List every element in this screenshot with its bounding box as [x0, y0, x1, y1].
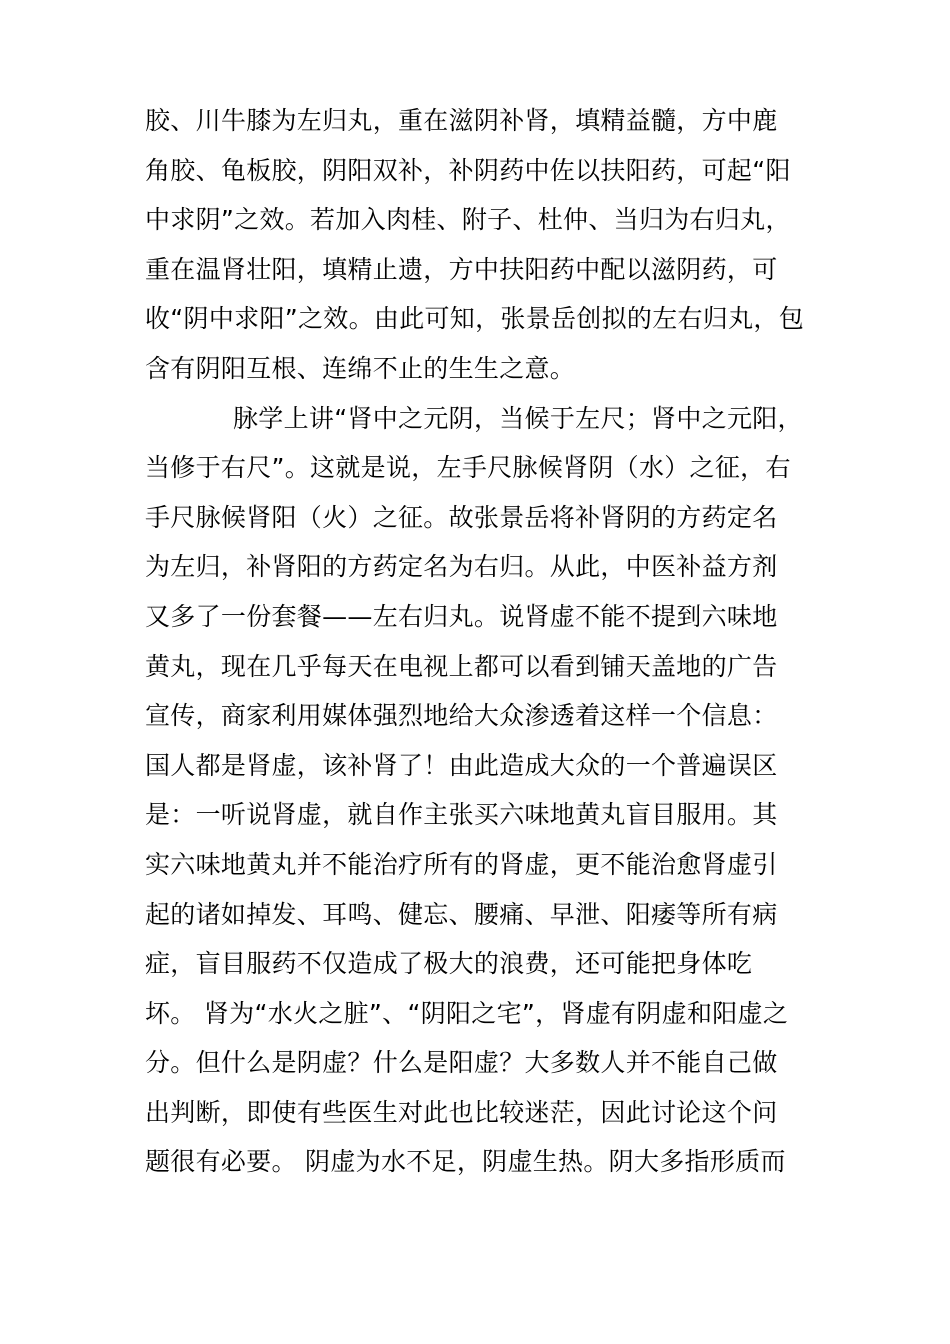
text-line: 为左归，补肾阳的方药定名为右归。从此，中医补益方剂 — [145, 552, 778, 582]
text-line: 分。但什么是阴虚？什么是阳虚？大多数人并不能自己做 — [145, 1048, 778, 1078]
text-line: 胶、川牛膝为左归丸，重在滋阴补肾，填精益髓，方中鹿 — [145, 106, 778, 135]
text-line: 重在温肾壮阳，填精止遗，方中扶阳药中配以滋阴药，可 — [145, 254, 778, 284]
text-line: 起的诸如掉发、耳鸣、健忘、腰痛、早泄、阳痿等所有病 — [145, 899, 778, 929]
text-line: 题很有必要。 阴虚为水不足，阴虚生热。阴大多指形质而 — [145, 1147, 786, 1177]
text-line: 宣传，商家利用媒体强烈地给大众渗透着这样一个信息： — [145, 701, 778, 731]
text-line: 黄丸，现在几乎每天在电视上都可以看到铺天盖地的广告 — [145, 651, 778, 681]
text-line: 实六味地黄丸并不能治疗所有的肾虚，更不能治愈肾虚引 — [145, 849, 778, 879]
text-line: 手尺脉候肾阳（火）之征。故张景岳将补肾阴的方药定名 — [145, 502, 778, 532]
body-text — [145, 96, 825, 1187]
text-line: 国人都是肾虚，该补肾了！由此造成大众的一个普遍误区 — [145, 750, 778, 780]
text-line: 又多了一份套餐——左右归丸。说肾虚不能不提到六味地 — [145, 601, 778, 631]
text-line: 当修于右尺”。这就是说，左手尺脉候肾阴（水）之征，右 — [145, 453, 791, 483]
text-line: 含有阴阳互根、连绵不止的生生之意。 — [145, 353, 576, 383]
text-line: 中求阴”之效。若加入肉桂、附子、杜仲、当归为右归丸， — [145, 205, 791, 235]
text-line: 症，盲目服药不仅造成了极大的浪费，还可能把身体吃 — [145, 949, 753, 979]
text-line: 角胶、龟板胶，阴阳双补，补阴药中佐以扶阳药，可起“阳 — [145, 155, 791, 185]
text-line: 坏。 肾为“水火之脏”、“阴阳之宅”，肾虚有阴虚和阳虚之 — [145, 998, 789, 1028]
text-line: 脉学上讲“肾中之元阴，当候于左尺；肾中之元阳， — [233, 403, 803, 433]
text-line: 是：一听说肾虚，就自作主张买六味地黄丸盲目服用。其 — [145, 800, 778, 830]
text-line: 收“阴中求阳”之效。由此可知，张景岳创拟的左右归丸，包 — [145, 304, 805, 334]
text-line: 出判断，即使有些医生对此也比较迷茫，因此讨论这个问 — [145, 1097, 778, 1127]
